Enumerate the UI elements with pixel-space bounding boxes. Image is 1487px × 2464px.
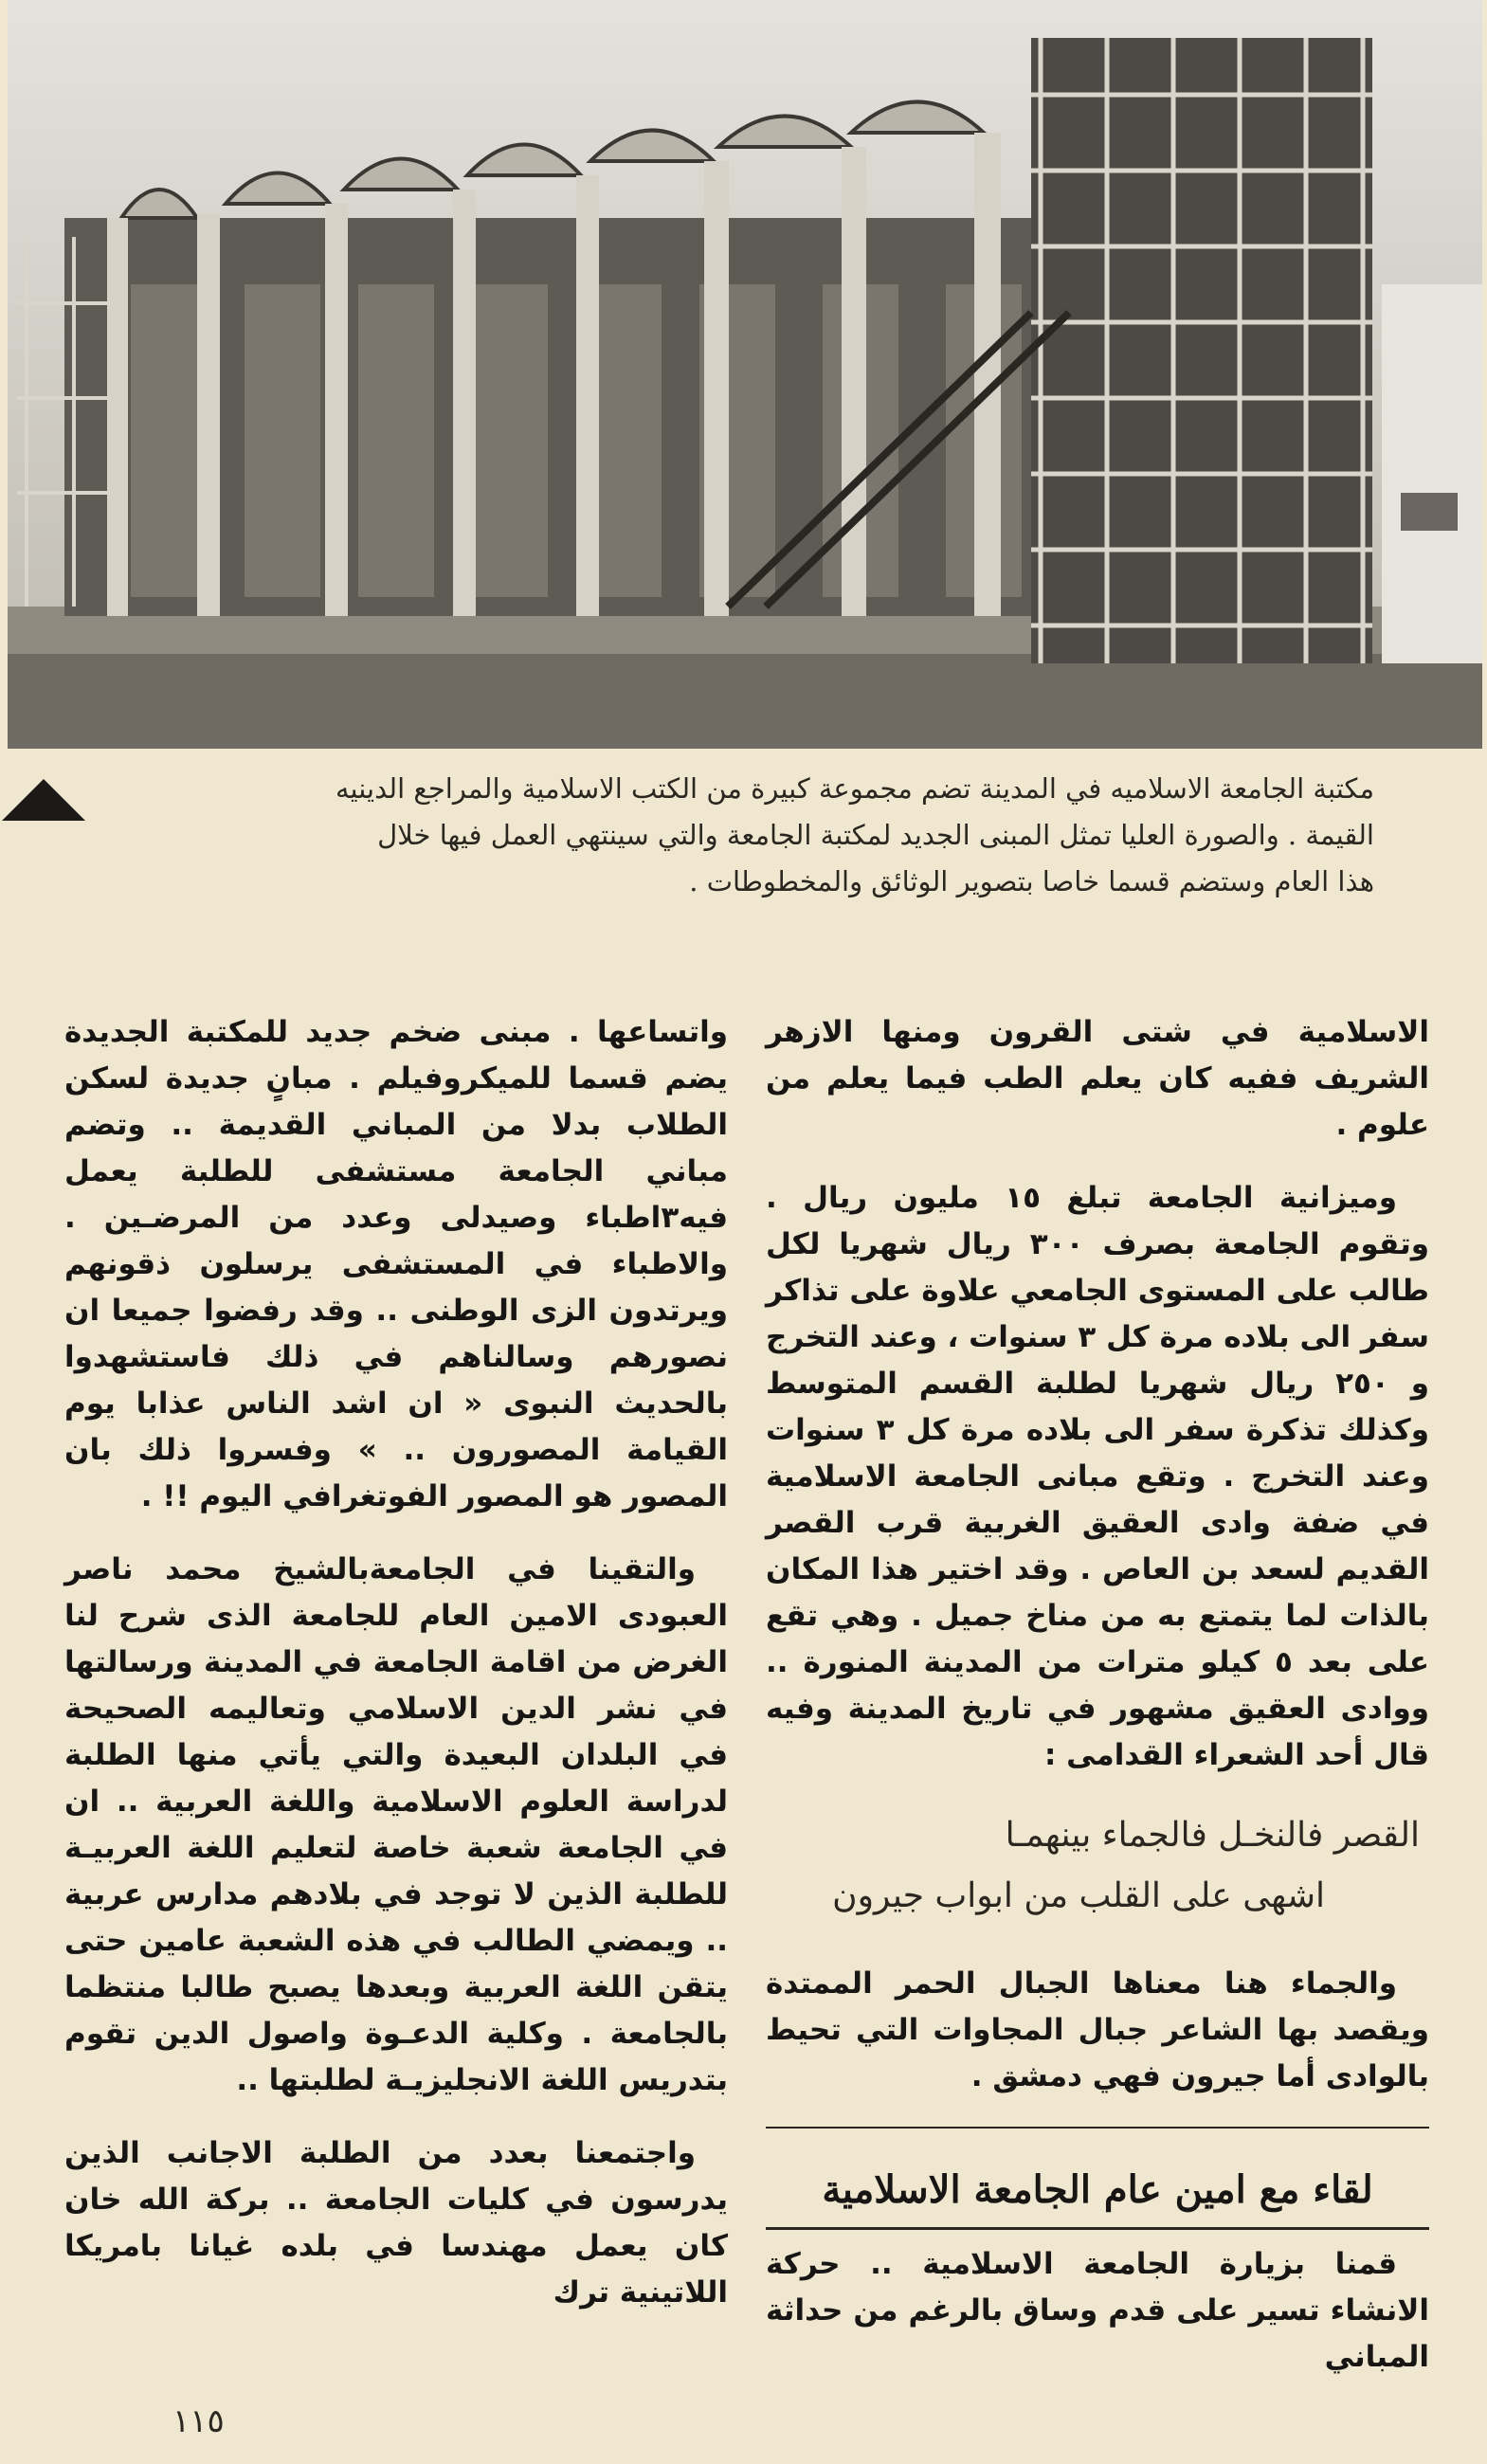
caption-pointer-icon [2,779,85,821]
left-column [64,1009,728,2343]
caption-line: القيمة . والصورة العليا تمثل المبنى الجديد لمكتبة الجامعة والتي سينتهي العمل فيها خلال [377,819,1374,851]
right-column [766,1009,1429,2407]
paragraph: واتساعها . مبنى ضخم جديد للمكتبة الجديدة يضم قسما للميكروفيلم . مبانٍ جديدة لسكن الطلاب بدلا من المباني القديمة .. وتضم مباني الجامعة مستشفى للطلبة يعمل فيه٣اطباء وصيدلى وعدد من المرضـين . والاطباء في المستشفى يرسلون ذقونهم ويرتدون الزى الوطنى .. وقد رفضوا جميعا ان نصورهم وسالناهم في ذلك فاستشهدوا بالحديث النبوى « ان اشد الناس عذابا يوم القيامة المصورون .. » وفسروا ذلك بان المصور هو المصور الفوتغرافي اليوم !! . [64,1015,728,1513]
paragraph: قمنا بزيارة الجامعة الاسلامية .. حركة الانشاء تسير على قدم وساق بالرغم من حداثة المباني [766,2247,1429,2374]
section-divider [766,2127,1429,2129]
caption-line: هذا العام وستضم قسما خاصا بتصوير الوثائق والمخطوطات . [689,865,1374,897]
section-heading: لقاء مع امين عام الجامعة الاسلامية [766,2163,1429,2230]
page-number: ١١٥ [172,2402,225,2440]
paragraph: وميزانية الجامعة تبلغ ١٥ مليون ريال . وتقوم الجامعة بصرف ٣٠٠ ريال شهريا لكل طالب على المستوى الجامعي علاوة على تذاكر سفر الى بلاده مرة كل ٣ سنوات ، وعند التخرج و ٢٥٠ ريال شهريا لطلبة القسم المتوسط وكذلك تذكرة سفر الى بلاده مرة كل ٣ سنوات وعند التخرج . وتقع مبانى الجامعة الاسلامية في ضفة وادى العقيق الغربية قرب القصر القديم لسعد بن العاص . وقد اختير هذا المكان بالذات لما يتمتع به من مناخ جميل . وهي تقع على بعد ٥ كيلو مترات من المدينة المنورة .. ووادى العقيق مشهور في تاريخ المدينة وفيه قال أحد الشعراء القدامى : [766,1181,1429,1772]
paragraph: والتقينا في الجامعةبالشيخ محمد ناصر العبودى الامين العام للجامعة الذى شرح لنا الغرض من اقامة الجامعة في المدينة ورسالتها في نشر الدين الاسلامي وتعاليمه الصحيحة في البلدان البعيدة والتي يأتي منها الطلبة لدراسة العلوم الاسلامية واللغة العربية .. ان في الجامعة شعبة خاصة لتعليم اللغة العربيـة للطلبة الذين لا توجد في بلادهم مدارس عربية .. ويمضي الطالب في هذه الشعبة عامين حتى يتقن اللغة العربية وبعدها يصبح طالبا منتظما بالجامعة . وكلية الدعـوة واصول الدين تقوم بتدريس اللغة الانجليزيـة لطلبتها .. [64,1552,728,2097]
paragraph: الاسلامية في شتى القرون ومنها الازهر الشريف ففيه كان يعلم الطب فيما يعلم من علوم . [766,1015,1429,1142]
paragraph: والجماء هنا معناها الجبال الحمر الممتدة ويقصد بها الشاعر جبال المجاوات التي تحيط بالوادى أما جيرون فهي دمشق . [766,1966,1429,2093]
poem-line: اشهى على القلب من ابواب جيرون [832,1876,1325,1915]
photo-caption [123,766,1374,905]
building-photo-icon [8,0,1482,749]
paragraph: واجتمعنا بعدد من الطلبة الاجانب الذين يدرسون في كليات الجامعة .. بركة الله خان كان يعمل مهندسا في بلده غيانا بامريكا اللاتينية ترك [64,2136,728,2310]
caption-line: مكتبة الجامعة الاسلاميه في المدينة تضم مجموعة كبيرة من الكتب الاسلامية والمراجع الدينيه [335,772,1374,805]
poem [766,1805,1429,1927]
library-construction-photo [8,0,1482,749]
poem-line: القصر فالنخـل فالجماء بينهمـا [1005,1816,1420,1855]
